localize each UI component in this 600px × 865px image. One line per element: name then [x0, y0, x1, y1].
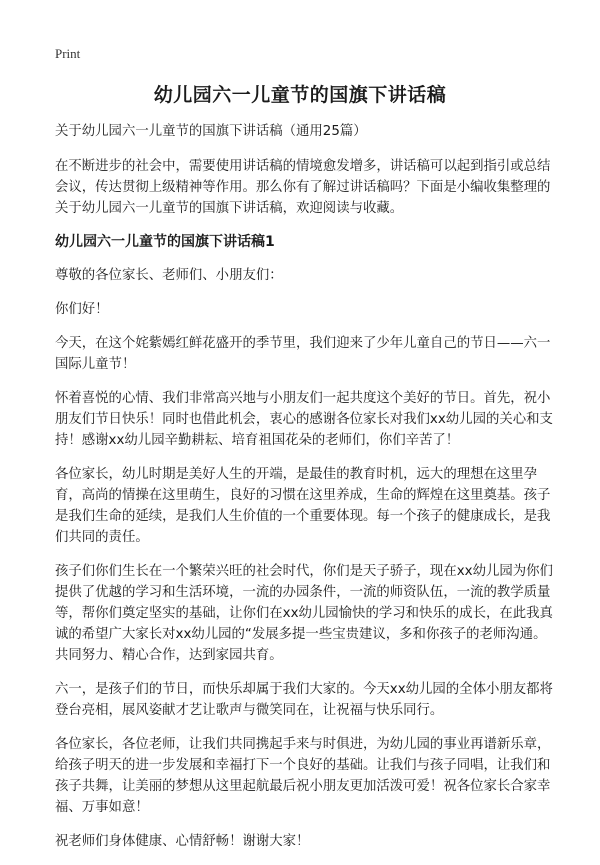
section-heading: 幼儿园六一儿童节的国旗下讲话稿1 [55, 234, 275, 250]
body-paragraph: 各位家长，幼儿时期是美好人生的开端，是最佳的教育时机，远大的理想在这里孕育，高尚的情操在这里萌生，良好的习惯在这里养成，生命的辉煌在这里奠基。孩子是我们生命的延续，是我们人生价值的一个重要体现。每一个孩子的健康成长，是我们共同的责任。 [55, 467, 551, 545]
body-paragraph: 各位家长，各位老师，让我们共同携起手来与时俱进，为幼儿园的事业再谱新乐章，给孩子明天的进一步发展和幸福打下一个良好的基础。让我们与孩子同唱，让我们和孩子共舞，让美丽的梦想从这里起航最后祝小朋友更加活泼可爱！祝各位家长合家幸福、万事如意！ [55, 737, 551, 815]
document-subtitle: 关于幼儿园六一儿童节的国旗下讲话稿（通用25篇） [55, 124, 367, 139]
document-title: 幼儿园六一儿童节的国旗下讲话稿 [153, 84, 447, 106]
body-paragraph: 怀着喜悦的心情、我们非常高兴地与小朋友们一起共度这个美好的节日。首先，祝小朋友们节日快乐！同时也借此机会，衷心的感谢各位家长对我们xx幼儿园的关心和支持！感谢xx幼儿园辛勤耕耘、培育祖国花朵的老师们，你们辛苦了！ [55, 391, 553, 448]
document-body [55, 121, 555, 865]
body-paragraph: 今天，在这个姹紫嫣红鲜花盛开的季节里，我们迎来了少年儿童自己的节日——六一国际儿童节！ [55, 336, 551, 372]
greeting-paragraph: 你们好！ [55, 302, 109, 317]
intro-paragraph: 在不断进步的社会中，需要使用讲话稿的情境愈发增多，讲话稿可以起到指引或总结会议，传达贯彻上级精神等作用。那么你有了解过讲话稿吗？下面是小编收集整理的关于幼儿园六一儿童节的国旗下讲话稿，欢迎阅读与收藏。 [55, 159, 551, 216]
print-label: Print [55, 46, 81, 61]
closing-paragraph: 祝老师们身体健康、心情舒畅！谢谢大家！ [55, 834, 310, 849]
salutation-paragraph: 尊敬的各位家长、老师们、小朋友们： [55, 268, 283, 283]
body-paragraph: 孩子们你们生长在一个繁荣兴旺的社会时代，你们是天子骄子，现在xx幼儿园为你们提供了优越的学习和生活环境，一流的办园条件，一流的师资队伍，一流的教学质量等，帮你们奠定坚实的基础，让你们在xx幼儿园愉快的学习和快乐的成长，在此我真诚的希望广大家长对xx幼儿园的“发展多提一些宝贵建议，多和你孩子的老师沟通。共同努力、精心合作，达到家园共育。 [55, 564, 553, 663]
body-paragraph: 六一，是孩子们的节日，而快乐却属于我们大家的。今天xx幼儿园的全体小朋友都将登台亮相，展风姿献才艺让歌声与微笑同在，让祝福与快乐同行。 [55, 682, 553, 718]
